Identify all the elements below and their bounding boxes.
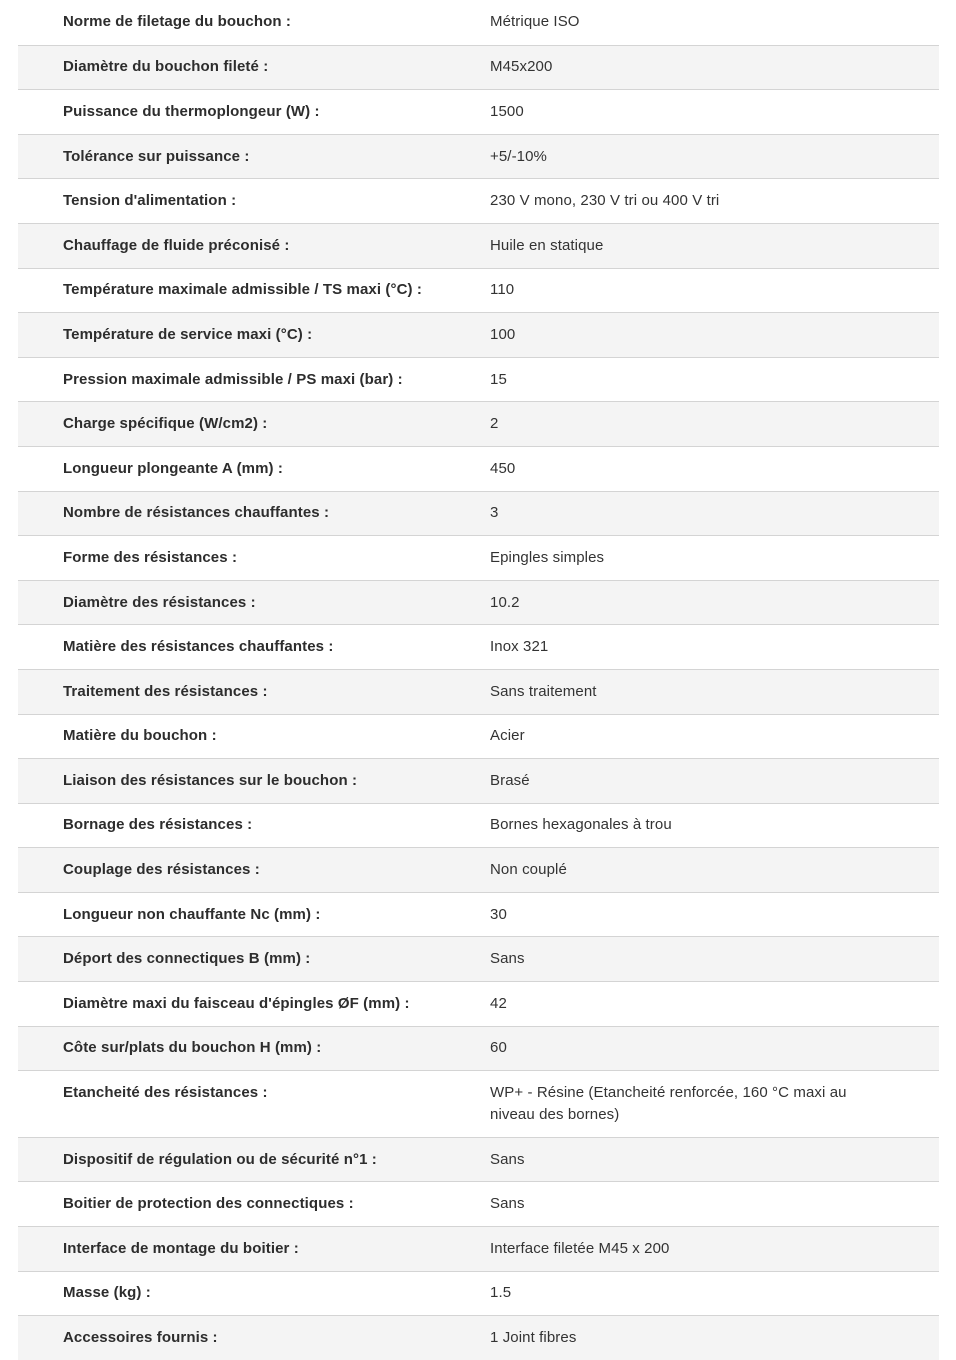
- table-row: [18, 1271, 939, 1316]
- spec-label: Matière du bouchon :: [63, 727, 217, 745]
- table-row: [18, 803, 939, 848]
- table-row: [18, 714, 939, 759]
- spec-value: 110: [490, 281, 515, 299]
- spec-value: Acier: [490, 727, 525, 745]
- table-row: [18, 1181, 939, 1226]
- spec-value: 1 Joint fibres: [490, 1329, 577, 1347]
- spec-label: Nombre de résistances chauffantes :: [63, 504, 330, 522]
- table-row: [18, 1315, 939, 1360]
- table-row: [18, 1226, 939, 1271]
- spec-label: Diamètre du bouchon fileté :: [63, 58, 269, 76]
- table-row: [18, 936, 939, 981]
- table-row: [18, 268, 939, 313]
- table-row: [18, 847, 939, 892]
- spec-label: Longueur plongeante A (mm) :: [63, 459, 284, 477]
- table-row: [18, 535, 939, 580]
- spec-label: Dispositif de régulation ou de sécurité n°1 :: [63, 1150, 377, 1168]
- spec-label: Diamètre des résistances :: [63, 593, 256, 611]
- spec-value: 60: [490, 1039, 507, 1057]
- table-row: [18, 1137, 939, 1182]
- spec-value: 3: [490, 504, 499, 522]
- spec-value: 450: [490, 459, 516, 477]
- spec-value: 42: [490, 994, 507, 1012]
- table-row: [18, 357, 939, 402]
- spec-value: Huile en statique: [490, 236, 604, 254]
- table-row: [18, 223, 939, 268]
- spec-label: Tension d'alimentation :: [63, 192, 237, 210]
- spec-value: Sans: [490, 950, 525, 968]
- table-row: [18, 624, 939, 669]
- spec-value: Sans: [490, 1195, 525, 1213]
- spec-value: 10.2: [490, 593, 520, 611]
- spec-label: Interface de montage du boitier :: [63, 1239, 299, 1257]
- spec-value: 15: [490, 370, 507, 388]
- spec-label: Couplage des résistances :: [63, 861, 260, 879]
- spec-value: Brasé: [490, 771, 530, 789]
- spec-value: M45x200: [490, 58, 553, 76]
- spec-value: 230 V mono, 230 V tri ou 400 V tri: [490, 192, 720, 210]
- spec-label: Norme de filetage du bouchon :: [63, 12, 292, 30]
- spec-label: Accessoires fournis :: [63, 1329, 218, 1347]
- spec-label: Diamètre maxi du faisceau d'épingles ØF (mm) :: [63, 994, 410, 1012]
- table-row: [18, 1070, 939, 1137]
- spec-label: Masse (kg) :: [63, 1284, 151, 1302]
- spec-value: Sans traitement: [490, 682, 597, 700]
- table-row: [18, 981, 939, 1026]
- table-row: [18, 134, 939, 179]
- spec-value: Sans: [490, 1150, 525, 1168]
- table-row: [18, 491, 939, 536]
- spec-value: Epingles simples: [490, 548, 605, 566]
- spec-value: Interface filetée M45 x 200: [490, 1239, 670, 1257]
- spec-label: Température maximale admissible / TS maxi (°C) :: [63, 281, 422, 299]
- table-row: [18, 892, 939, 937]
- spec-label: Côte sur/plats du bouchon H (mm) :: [63, 1039, 322, 1057]
- spec-label: Déport des connectiques B (mm) :: [63, 950, 311, 968]
- spec-value: Inox 321: [490, 638, 549, 656]
- spec-label: Matière des résistances chauffantes :: [63, 638, 334, 656]
- table-row: [18, 45, 939, 90]
- spec-label: Bornage des résistances :: [63, 816, 253, 834]
- spec-value: WP+ - Résine (Etancheité renforcée, 160 °C maxi au niveau des bornes): [490, 1084, 847, 1124]
- table-row: [18, 580, 939, 625]
- table-row: [18, 446, 939, 491]
- spec-label: Boitier de protection des connectiques :: [63, 1195, 354, 1213]
- spec-label: Puissance du thermoplongeur (W) :: [63, 102, 320, 120]
- table-row: [18, 0, 939, 45]
- spec-label: Température de service maxi (°C) :: [63, 325, 313, 343]
- spec-value: Non couplé: [490, 861, 567, 879]
- table-row: [18, 669, 939, 714]
- product-spec-table: [18, 0, 939, 1360]
- spec-label: Pression maximale admissible / PS maxi (bar) :: [63, 370, 403, 388]
- spec-value: 1.5: [490, 1284, 512, 1302]
- spec-value: 100: [490, 325, 516, 343]
- table-row: [18, 1026, 939, 1071]
- spec-label: Liaison des résistances sur le bouchon :: [63, 771, 358, 789]
- spec-value: 30: [490, 905, 507, 923]
- spec-label: Etancheité des résistances :: [63, 1084, 268, 1102]
- spec-value: 2: [490, 415, 499, 433]
- spec-value: +5/-10%: [490, 147, 547, 165]
- table-row: [18, 758, 939, 803]
- spec-value: 1500: [490, 102, 524, 120]
- table-row: [18, 178, 939, 223]
- spec-label: Longueur non chauffante Nc (mm) :: [63, 905, 321, 923]
- spec-value: Métrique ISO: [490, 12, 580, 30]
- spec-label: Chauffage de fluide préconisé :: [63, 236, 290, 254]
- table-row: [18, 401, 939, 446]
- spec-label: Forme des résistances :: [63, 548, 238, 566]
- table-row: [18, 312, 939, 357]
- spec-value: Bornes hexagonales à trou: [490, 816, 672, 834]
- spec-label: Traitement des résistances :: [63, 682, 268, 700]
- spec-label: Charge spécifique (W/cm2) :: [63, 415, 268, 433]
- table-row: [18, 89, 939, 134]
- spec-label: Tolérance sur puissance :: [63, 147, 250, 165]
